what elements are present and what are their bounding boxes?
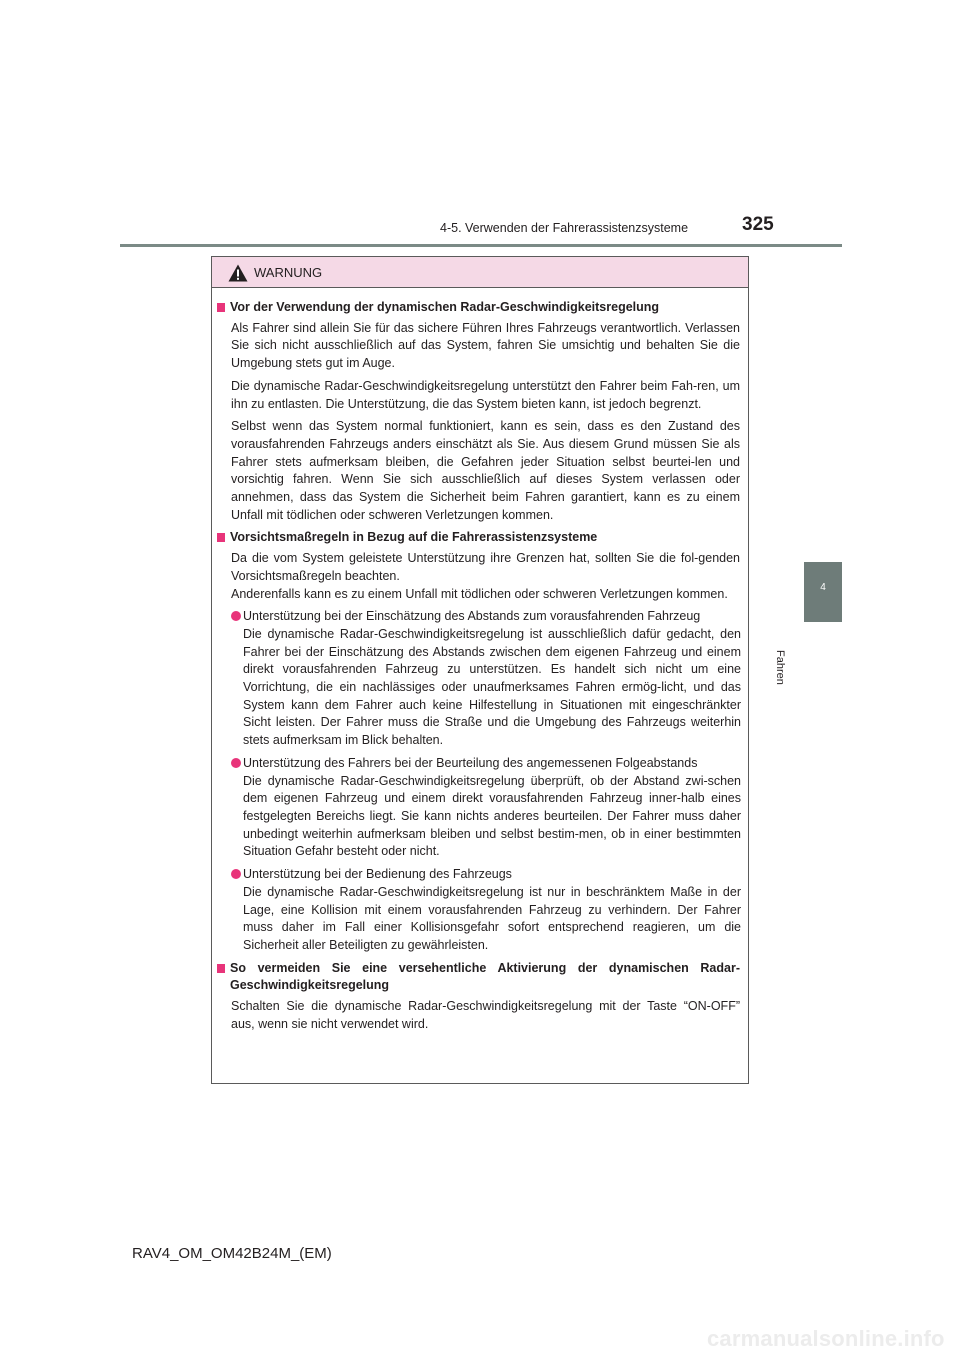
round-bullet-icon: [231, 611, 241, 621]
paragraph-line: Anderenfalls kann es zu einem Unfall mit tödlichen oder schweren Verletzungen kommen.: [231, 586, 728, 601]
warning-title: WARNUNG: [254, 265, 323, 280]
warning-body: [212, 299, 748, 1038]
watermark[interactable]: carmanualsonline.info: [707, 1326, 945, 1351]
section-heading-text: Vorsichtsmaßregeln in Bezug auf die Fahrerassistenzsysteme: [230, 530, 598, 545]
list-item-title: Unterstützung bei der Einschätzung des Abstands zum vorausfahrenden Fahrzeug: [243, 609, 701, 624]
chapter-tab-number: 4: [820, 582, 826, 593]
chapter-label: Fahren: [774, 650, 786, 685]
list-item: [243, 755, 741, 861]
warning-triangle-icon: [228, 264, 248, 282]
section-heading: [217, 299, 740, 317]
section-heading: [217, 529, 740, 547]
list-item: [243, 866, 741, 955]
paragraph: Die dynamische Radar-Geschwindigkeitsregelung unterstützt den Fahrer beim Fah-ren, um ihn zu entlasten. Die Unterstützung, die das System bieten kann, ist jedoch begrenzt.: [231, 378, 740, 411]
square-bullet-icon: [217, 964, 225, 973]
paragraph: [231, 550, 740, 603]
list-item-text: Die dynamische Radar-Geschwindigkeitsregelung ist ausschließlich dafür gedacht, den Fahrer bei der Einschätzung des Abstands zwischen dem eigenen Fahrzeug und einem direkt vorausfahrenden Fahrzeug zu unterstützen. Es handelt sich nicht um eine Vorrichtung, die ein nachlässiges oder unaufmerksames Fahren ermög-licht, und das System kann dem Fahrer auch keine Hilfestellung in Situationen mit eingeschränkter Sicht leisten. Der Fahrer muss die Straße und die Umgebung des Fahrzeugs weiterhin stets aufmerksam im Blick behalten.: [243, 626, 741, 748]
section-heading-text: Vor der Verwendung der dynamischen Radar-Geschwindigkeitsregelung: [230, 300, 660, 314]
header-section-title: 4-5. Verwenden der Fahrerassistenzsysteme: [440, 221, 689, 235]
list-item-text: Die dynamische Radar-Geschwindigkeitsregelung überprüft, ob der Abstand zwi-schen dem eigenen Fahrzeug und einem direkt vorausfahrenden Fahrzeug inner-halb eines festgelegten Bereichs liegt. Sie kann nichts anderes beurteilen. Der Fahrer muss daher unbedingt weiterhin aufmerksam bleiben und selbst bestim-men, ob in einer bestimmten Situation Gefahr besteht oder nicht.: [243, 773, 741, 859]
round-bullet-icon: [231, 758, 241, 768]
paragraph: Als Fahrer sind allein Sie für das sichere Führen Ihres Fahrzeugs verantwortlich. Verlassen Sie sich nicht ausschließlich auf das System, fahren Sie umsichtig und behalten Sie die Umgebung stets gut im Auge.: [231, 320, 740, 371]
list-item-text: Die dynamische Radar-Geschwindigkeitsregelung ist nur in beschränktem Maße in der Lage, eine Kollision mit einem vorausfahrenden Fahrzeug zu verhindern. Der Fahrer muss daher im Fall einer Kollisionsgefahr sofort entsprechend reagieren, um die Sicherheit aller Beteiligten zu gewährleisten.: [243, 884, 741, 952]
section-heading-text: So vermeiden Sie eine versehentliche Aktivierung der dynamischen Radar-Geschwindigkeitsregelung: [230, 960, 740, 993]
warning-box: [211, 256, 749, 1084]
round-bullet-icon: [231, 869, 241, 879]
paragraph: Schalten Sie die dynamische Radar-Geschwindigkeitsregelung mit der Taste “ON-OFF” aus, wenn sie nicht verwendet wird.: [231, 999, 740, 1031]
chapter-tab: [804, 562, 842, 622]
list-item-title: Unterstützung des Fahrers bei der Beurteilung des angemessenen Folgeabstands: [243, 755, 698, 770]
warning-header: [212, 257, 748, 288]
paragraph: Selbst wenn das System normal funktioniert, kann es sein, dass es den Zustand des vorausfahrenden Fahrzeugs anders einschätzt als Sie. Aus diesem Grund müssen Sie als Fahrer stets aufmerksam bleiben, die Gefahren jeder Situation selbst beurtei-len und vorsichtig fahren. Wenn Sie sich ausschließlich auf dieses System verlassen oder annehmen, dass das System die Sicherheit beim Fahren garantiert, kann es zu einem Unfall mit tödlichen oder schweren Verletzungen kommen.: [231, 419, 740, 522]
list-item-title: Unterstützung bei der Bedienung des Fahrzeugs: [243, 867, 512, 882]
page-number: 325: [742, 214, 774, 235]
paragraph-line: Da die vom System geleistete Unterstützung ihre Grenzen hat, sollten Sie die fol-genden Vorsichtsmaßregeln beachten.: [231, 551, 740, 583]
list-item: [243, 608, 741, 750]
section-heading: [217, 960, 740, 995]
square-bullet-icon: [217, 303, 225, 312]
document-code: RAV4_OM_OM42B24M_(EM): [132, 1245, 332, 1262]
header-rule: [120, 244, 842, 247]
square-bullet-icon: [217, 533, 225, 542]
